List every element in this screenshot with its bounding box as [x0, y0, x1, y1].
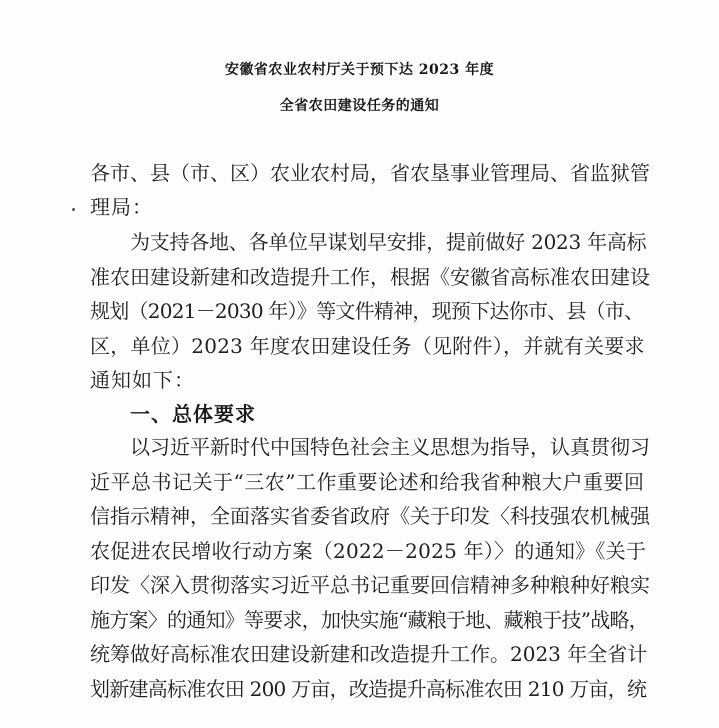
salutation-line-2: 理局： — [90, 195, 153, 219]
paragraph-1-line-4: 区，单位）2023 年度农田建设任务（见附件），并就有关要求 — [90, 334, 645, 358]
paragraph-2-line-1: 以习近平新时代中国特色社会主义思想为指导，认真贯彻习 — [130, 435, 650, 459]
scan-speck — [72, 208, 75, 211]
paragraph-2-line-4: 农促进农民增收行动方案（2022－2025 年）〉的通知》《关于 — [90, 539, 647, 563]
paragraph-1-line-1: 为支持各地、各单位早谋划早安排，提前做好 2023 年高标 — [130, 230, 647, 254]
paragraph-1-line-3: 规划（2021－2030 年）》等文件精神，现预下达你市、县（市、 — [90, 299, 644, 323]
paragraph-2-line-7: 统筹做好高标准农田建设新建和改造提升工作。2023 年全省计 — [90, 642, 648, 666]
salutation-line-1: 各市、县（市、区）农业农村局，省农垦事业管理局、省监狱管 — [90, 161, 650, 185]
paragraph-1-line-2: 准农田建设新建和改造提升工作，根据《安徽省高标准农田建设 — [90, 265, 650, 289]
paragraph-1-line-5: 通知如下： — [90, 368, 195, 392]
document-title-line-2: 全省农田建设任务的通知 — [279, 98, 440, 114]
paragraph-2-line-2: 近平总书记关于“三农”工作重要论述和给我省种粮大户重要回 — [90, 470, 645, 494]
document-title-line-1: 安徽省农业农村厅关于预下达 2023 年度 — [224, 62, 495, 78]
paragraph-2-line-8: 划新建高标准农田 200 万亩，改造提升高标准农田 210 万亩，统 — [90, 677, 647, 701]
paragraph-2-line-3: 信指示精神，全面落实省委省政府《关于印发〈科技强农机械强 — [90, 504, 650, 528]
paragraph-2-line-5: 印发〈深入贯彻落实习近平总书记重要回信精神多种粮种好粮实 — [90, 573, 650, 597]
paragraph-2-line-6: 施方案〉的通知》等要求，加快实施“藏粮于地、藏粮于技”战略， — [90, 608, 648, 632]
section-1-heading: 一、总体要求 — [130, 402, 256, 426]
